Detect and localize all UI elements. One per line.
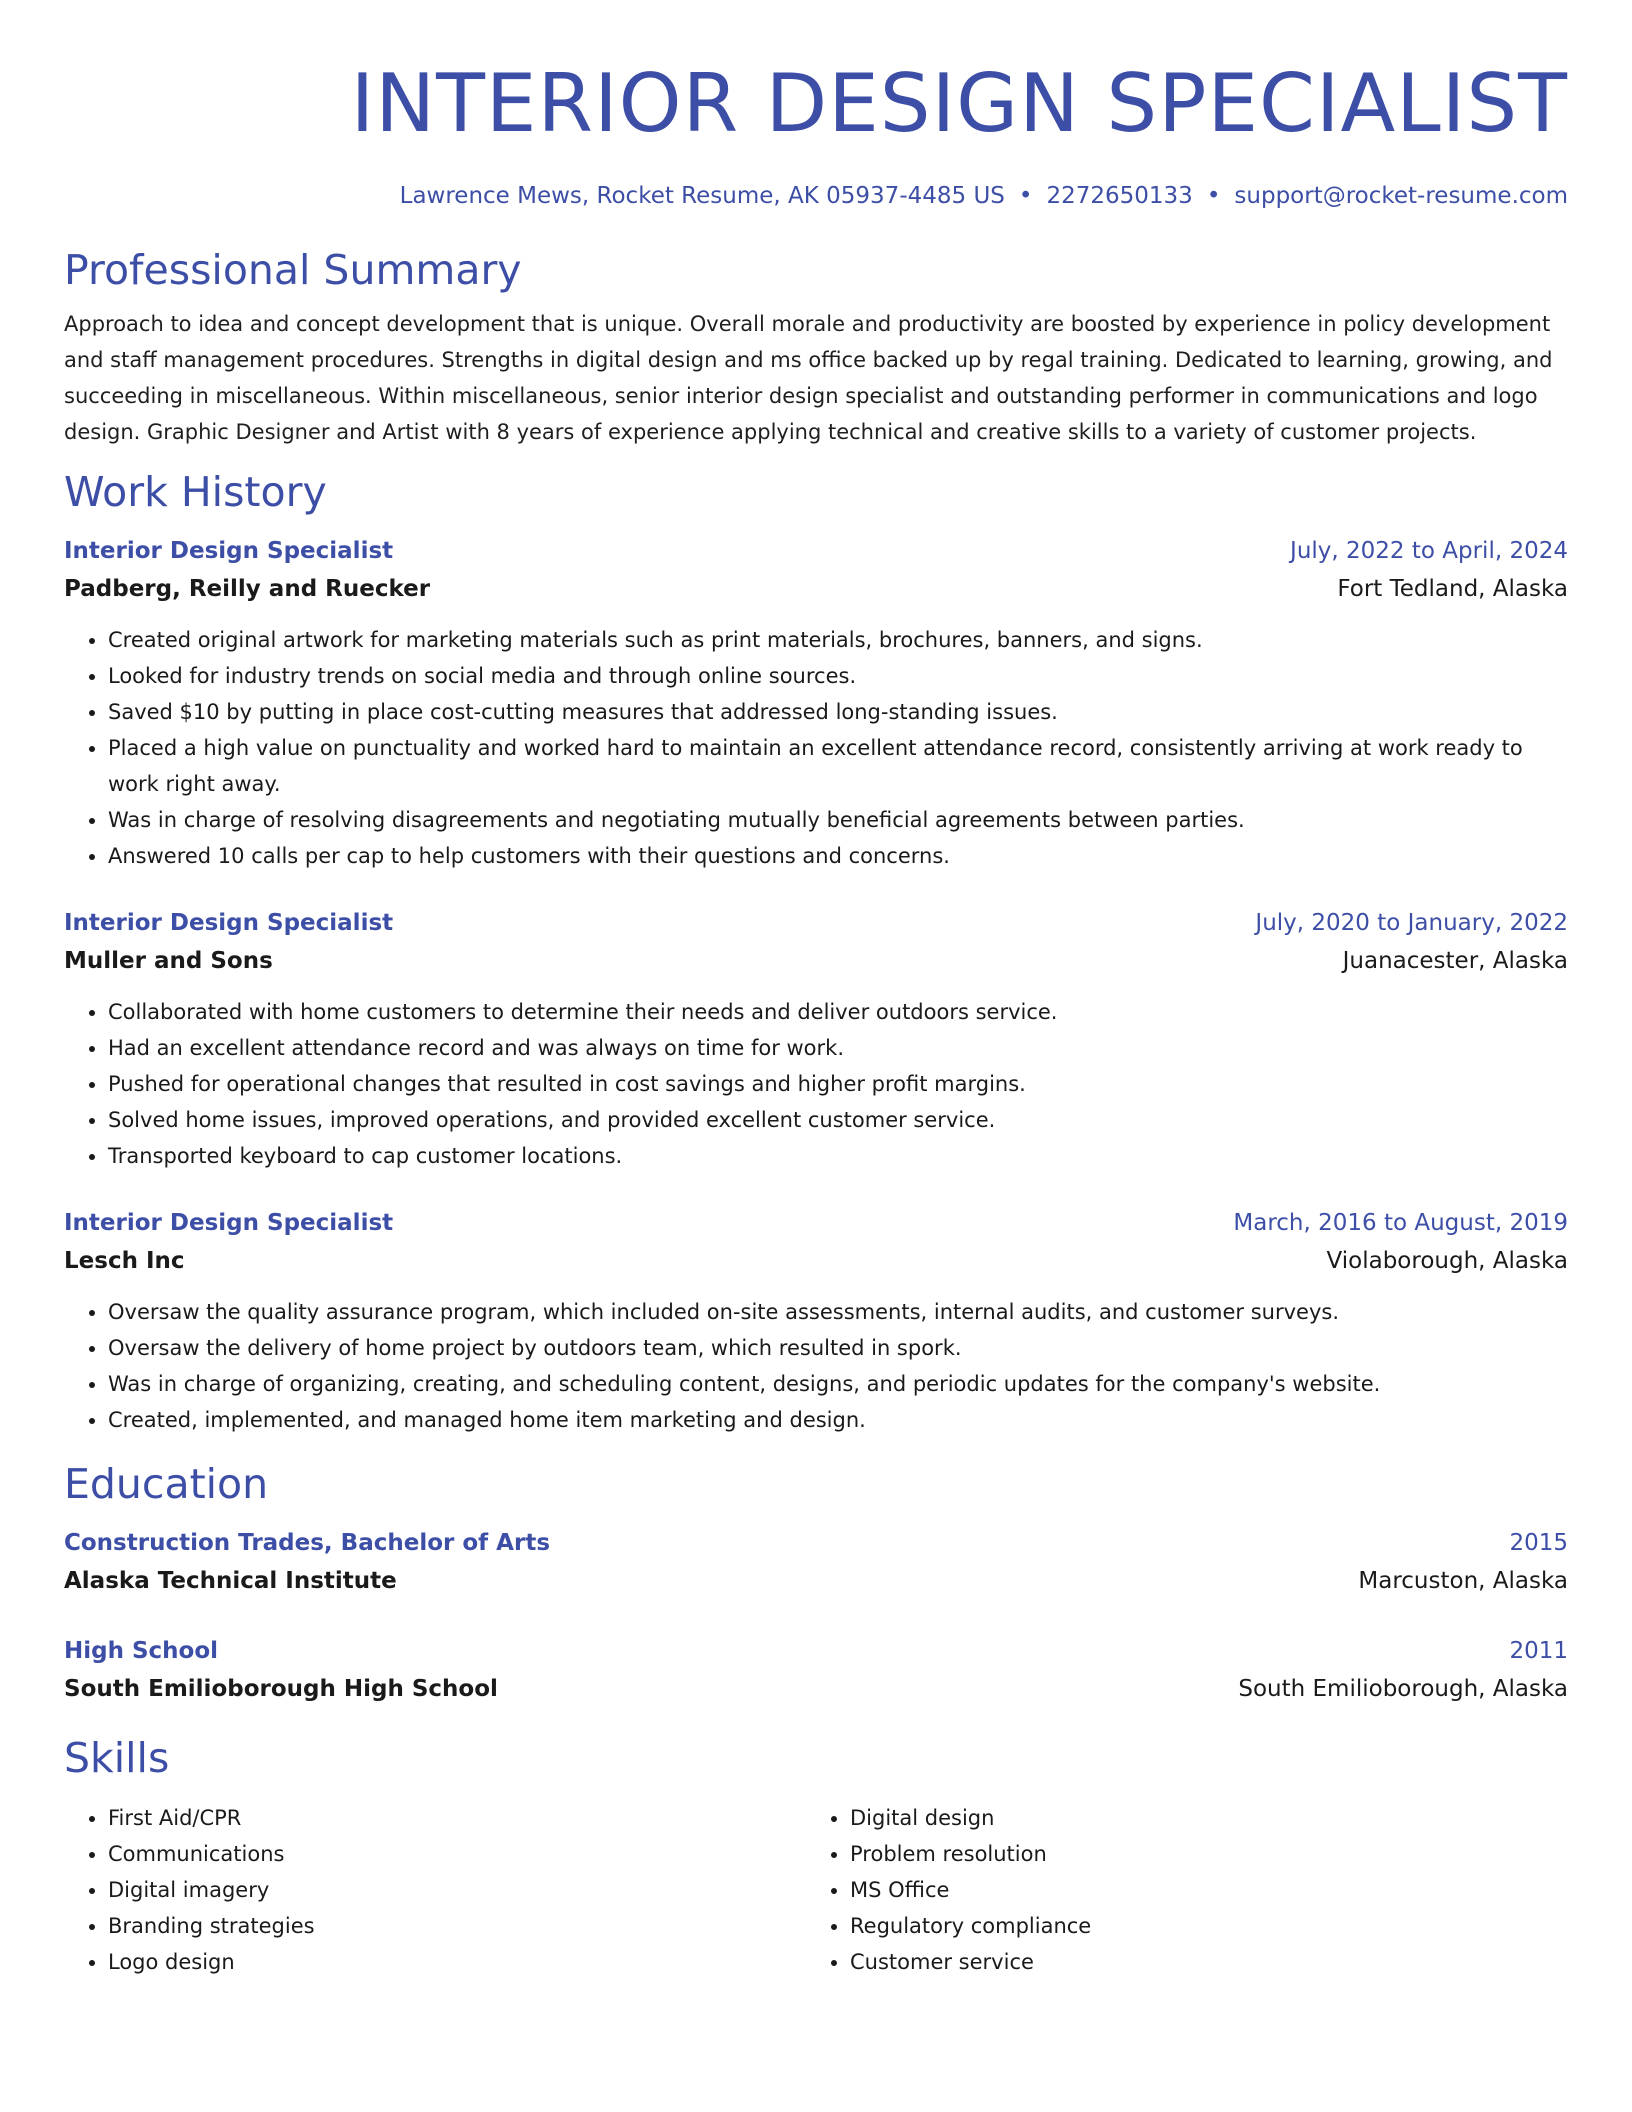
list-item: • Logo design (108, 1944, 806, 1980)
list-item: • Customer service (850, 1944, 1548, 1980)
job-entry (64, 904, 1568, 1174)
list-item: • Was in charge of organizing, creating, and scheduling content, designs, and periodic updates for the company's website. (108, 1366, 1568, 1402)
job-title: Interior Design Specialist (64, 538, 394, 564)
job-company: Padberg, Reilly and Ruecker (64, 576, 431, 602)
education-location: South Emilioborough, Alaska (1238, 1676, 1568, 1702)
job-dates: July, 2020 to January, 2022 (1255, 910, 1568, 936)
contact-separator: • (1018, 183, 1033, 209)
education-entry (64, 1632, 1568, 1708)
contact-address: Lawrence Mews, Rocket Resume, AK 05937-4485 US (399, 183, 1005, 209)
list-item: • Placed a high value on punctuality and worked hard to maintain an excellent attendance record, consistently arriving at work ready to work right away. (108, 730, 1568, 802)
job-company: Muller and Sons (64, 948, 273, 974)
job-location: Fort Tedland, Alaska (1337, 576, 1568, 602)
list-item: • MS Office (850, 1872, 1548, 1908)
job-bullets (64, 1294, 1568, 1438)
list-item: • Digital imagery (108, 1872, 806, 1908)
education-location: Marcuston, Alaska (1358, 1568, 1568, 1594)
list-item: • Had an excellent attendance record and was always on time for work. (108, 1030, 1568, 1066)
list-item: • Collaborated with home customers to determine their needs and deliver outdoors service. (108, 994, 1568, 1030)
education-year: 2015 (1509, 1530, 1568, 1556)
job-location: Juanacester, Alaska (1342, 948, 1568, 974)
education-year: 2011 (1509, 1638, 1568, 1664)
list-item: • Regulatory compliance (850, 1908, 1548, 1944)
work-history-heading: Work History (64, 468, 327, 516)
list-item: • Solved home issues, improved operations, and provided excellent customer service. (108, 1102, 1568, 1138)
list-item: • Transported keyboard to cap customer locations. (108, 1138, 1568, 1174)
education-heading: Education (64, 1460, 269, 1508)
job-entry (64, 532, 1568, 874)
list-item: • Problem resolution (850, 1836, 1548, 1872)
education-school: South Emilioborough High School (64, 1676, 498, 1702)
list-item: • Looked for industry trends on social media and through online sources. (108, 658, 1568, 694)
education-degree: Construction Trades, Bachelor of Arts (64, 1530, 551, 1556)
education-school: Alaska Technical Institute (64, 1568, 397, 1594)
list-item: • Oversaw the delivery of home project by outdoors team, which resulted in spork. (108, 1330, 1568, 1366)
resume-title: INTERIOR DESIGN SPECIALIST (350, 57, 1568, 150)
contact-line (64, 180, 1568, 212)
job-location: Violaborough, Alaska (1326, 1248, 1568, 1274)
job-bullets (64, 622, 1568, 874)
list-item: • Communications (108, 1836, 806, 1872)
skills-column-left (64, 1800, 806, 1980)
job-title: Interior Design Specialist (64, 910, 394, 936)
contact-phone: 2272650133 (1046, 183, 1193, 209)
job-entry (64, 1204, 1568, 1438)
list-item: • Pushed for operational changes that resulted in cost savings and higher profit margins. (108, 1066, 1568, 1102)
list-item: • Branding strategies (108, 1908, 806, 1944)
list-item: • Saved $10 by putting in place cost-cutting measures that addressed long-standing issues. (108, 694, 1568, 730)
education-entry (64, 1524, 1568, 1600)
skills-list (64, 1800, 1568, 1980)
job-title: Interior Design Specialist (64, 1210, 394, 1236)
list-item: • Was in charge of resolving disagreements and negotiating mutually beneficial agreements between parties. (108, 802, 1568, 838)
contact-email: support@rocket-resume.com (1234, 183, 1568, 209)
summary-text: Approach to idea and concept development that is unique. Overall morale and productivity are boosted by experience in policy development and staff management procedures. Strengths in digital design and ms office backed up by regal training. Dedicated to learning, growing, and succeeding in miscellaneous. Within miscellaneous, senior interior design specialist and outstanding performer in communications and logo design. Graphic Designer and Artist with 8 years of experience applying technical and creative skills to a variety of customer projects. (64, 312, 1553, 444)
list-item: • Oversaw the quality assurance program, which included on-site assessments, internal audits, and customer surveys. (108, 1294, 1568, 1330)
list-item: • Created, implemented, and managed home item marketing and design. (108, 1402, 1568, 1438)
job-dates: July, 2022 to April, 2024 (1290, 538, 1568, 564)
skills-heading: Skills (64, 1734, 170, 1782)
job-dates: March, 2016 to August, 2019 (1233, 1210, 1568, 1236)
list-item: • Digital design (850, 1800, 1548, 1836)
list-item: • Created original artwork for marketing materials such as print materials, brochures, banners, and signs. (108, 622, 1568, 658)
summary-heading: Professional Summary (64, 246, 522, 294)
list-item: • First Aid/CPR (108, 1800, 806, 1836)
education-degree: High School (64, 1638, 219, 1664)
skills-column-right (806, 1800, 1548, 1980)
job-bullets (64, 994, 1568, 1174)
contact-separator: • (1206, 183, 1221, 209)
job-company: Lesch Inc (64, 1248, 185, 1274)
list-item: • Answered 10 calls per cap to help customers with their questions and concerns. (108, 838, 1568, 874)
